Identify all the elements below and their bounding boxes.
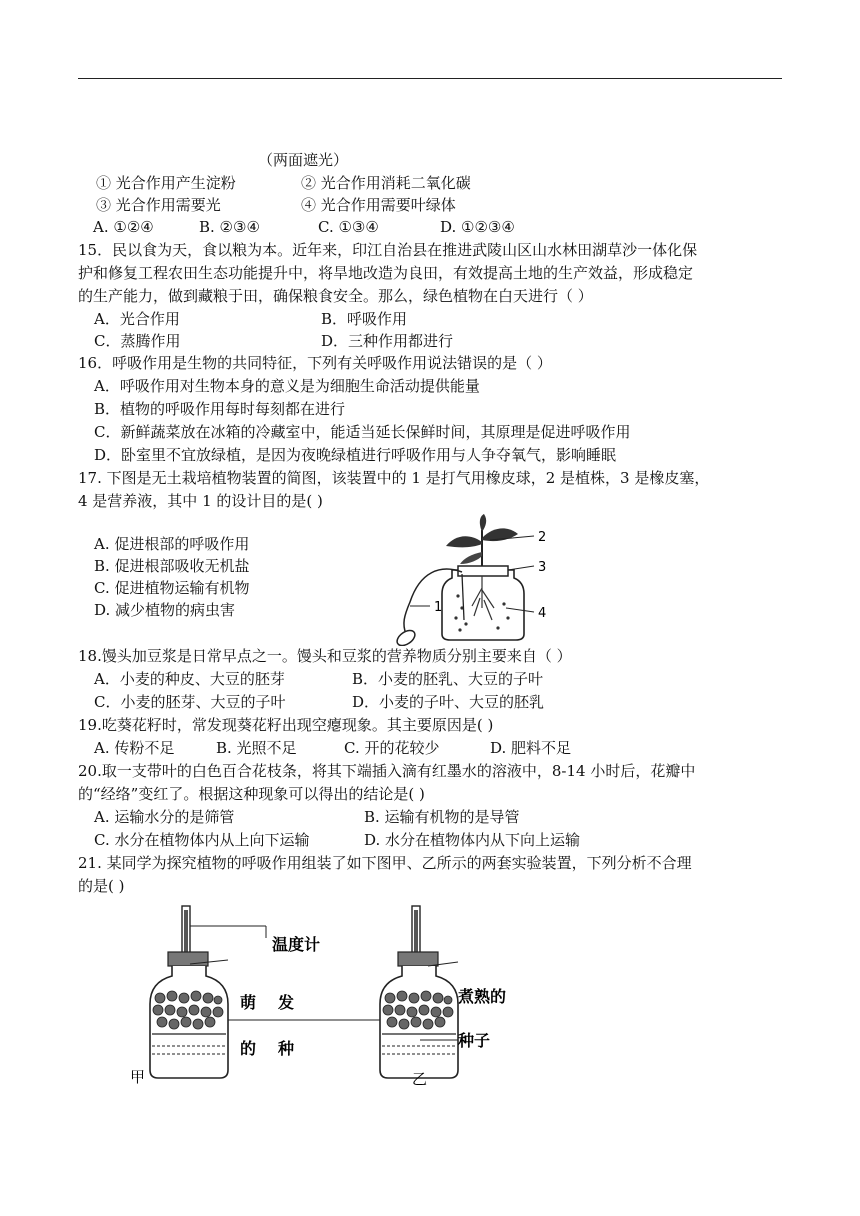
q20-option-d: D. 水分在植物体内从下向上运输 <box>364 831 581 849</box>
jar-yi <box>380 906 458 1078</box>
q18-option-c: C．小麦的胚芽、大豆的子叶 <box>94 693 286 711</box>
q20-option-a: A. 运输水分的是筛管 <box>94 808 235 826</box>
q14-item-3: ③ 光合作用需要光 <box>96 196 221 214</box>
fig17-label-1: 1 <box>434 600 443 615</box>
label-germ-4: 种 <box>278 1039 295 1058</box>
q14-option-b: B. ②③④ <box>199 218 260 236</box>
q19-option-b: B. 光照不足 <box>216 739 297 757</box>
q21-stem-line-2: 的是( ) <box>78 877 125 895</box>
q19-stem: 19.吃葵花籽时，常发现葵花籽出现空瘪现象。其主要原因是( ) <box>78 716 494 734</box>
q14-item-2: ② 光合作用消耗二氧化碳 <box>301 174 471 192</box>
label-thermometer: 温度计 <box>272 935 321 954</box>
hydroponic-apparatus-figure <box>380 512 560 646</box>
q18-option-a: A．小麦的种皮、大豆的胚芽 <box>94 670 285 688</box>
q16-option-d: D．卧室里不宜放绿植，是因为夜晚绿植进行呼吸作用与人争夺氧气，影响睡眠 <box>94 446 617 464</box>
q20-option-c: C. 水分在植物体内从上向下运输 <box>94 831 310 849</box>
respiration-experiment-figure <box>128 900 528 1086</box>
q19-option-a: A. 传粉不足 <box>94 739 175 757</box>
label-germ-1: 萌 <box>240 993 257 1012</box>
q15-option-c: C．蒸腾作用 <box>94 332 181 350</box>
q15-stem-line-3: 的生产能力，做到藏粮于田，确保粮食安全。那么，绿色植物在白天进行（ ） <box>78 287 593 305</box>
label-germ-3: 的 <box>240 1039 257 1058</box>
q15-option-b: B．呼吸作用 <box>321 310 408 328</box>
q14-item-1: ① 光合作用产生淀粉 <box>96 174 236 192</box>
fig17-label-2: 2 <box>538 530 547 545</box>
q17-option-d: D. 减少植物的病虫害 <box>94 601 236 619</box>
fig17-label-4: 4 <box>538 606 547 621</box>
q14-option-a: A. ①②④ <box>93 218 154 236</box>
q17-stem-line-1: 17. 下图是无土栽培植物装置的简图，该装置中的 1 是打气用橡皮球，2 是植株，3 是橡皮塞， <box>78 469 710 487</box>
label-germ-2: 发 <box>278 993 295 1012</box>
q17-option-c: C. 促进植物运输有机物 <box>94 579 250 597</box>
q14-option-c: C. ①③④ <box>318 218 379 236</box>
q16-stem: 16．呼吸作用是生物的共同特征，下列有关呼吸作用说法错误的是（ ） <box>78 354 552 372</box>
q15-option-a: A．光合作用 <box>94 310 180 328</box>
q16-option-c: C．新鲜蔬菜放在冰箱的冷藏室中，能适当延长保鲜时间，其原理是促进呼吸作用 <box>94 423 631 441</box>
fig17-label-3: 3 <box>538 560 547 575</box>
q18-option-b: B．小麦的胚乳、大豆的子叶 <box>352 670 544 688</box>
label-jia: 甲 <box>130 1068 146 1086</box>
label-cooked-2: 种子 <box>458 1031 491 1050</box>
q21-stem-line-1: 21. 某同学为探究植物的呼吸作用组装了如下图甲、乙所示的两套实验装置，下列分析不合理 <box>78 854 692 872</box>
q20-stem-line-2: 的“经络”变红了。根据这种现象可以得出的结论是( ) <box>78 785 425 803</box>
q15-option-d: D．三种作用都进行 <box>321 332 454 350</box>
q15-stem-line-1: 15．民以食为天，食以粮为本。近年来，印江自治县在推进武陵山区山水林田湖草沙一体化保 <box>78 241 698 259</box>
q20-option-b: B. 运输有机物的是导管 <box>364 808 520 826</box>
q18-stem: 18.馒头加豆浆是日常早点之一。馒头和豆浆的营养物质分别主要来自（ ） <box>78 647 572 665</box>
q18-option-d: D．小麦的子叶、大豆的胚乳 <box>352 693 545 711</box>
q19-option-c: C. 开的花较少 <box>344 739 440 757</box>
q15-stem-line-2: 护和修复工程农田生态功能提升中，将旱地改造为良田，有效提高土地的生产效益，形成稳定 <box>78 264 694 282</box>
q14-option-d: D. ①②③④ <box>440 218 515 236</box>
q17-stem-line-2: 4 是营养液，其中 1 的设计目的是( ) <box>78 492 323 510</box>
jar-jia <box>150 906 228 1078</box>
label-cooked-1: 煮熟的 <box>458 987 507 1006</box>
label-yi: 乙 <box>412 1070 428 1086</box>
q17-option-a: A. 促进根部的呼吸作用 <box>94 535 250 553</box>
header-rule <box>78 78 782 79</box>
q14-item-4: ④ 光合作用需要叶绿体 <box>301 196 456 214</box>
top-note: （两面遮光） <box>258 151 349 169</box>
q17-option-b: B. 促进根部吸收无机盐 <box>94 557 250 575</box>
q20-stem-line-1: 20.取一支带叶的白色百合花枝条，将其下端插入滴有红墨水的溶液中，8-14 小时后，花瓣中 <box>78 762 696 780</box>
q16-option-b: B．植物的呼吸作用每时每刻都在进行 <box>94 400 346 418</box>
q16-option-a: A．呼吸作用对生物本身的意义是为细胞生命活动提供能量 <box>94 377 480 395</box>
q19-option-d: D. 肥料不足 <box>490 739 572 757</box>
